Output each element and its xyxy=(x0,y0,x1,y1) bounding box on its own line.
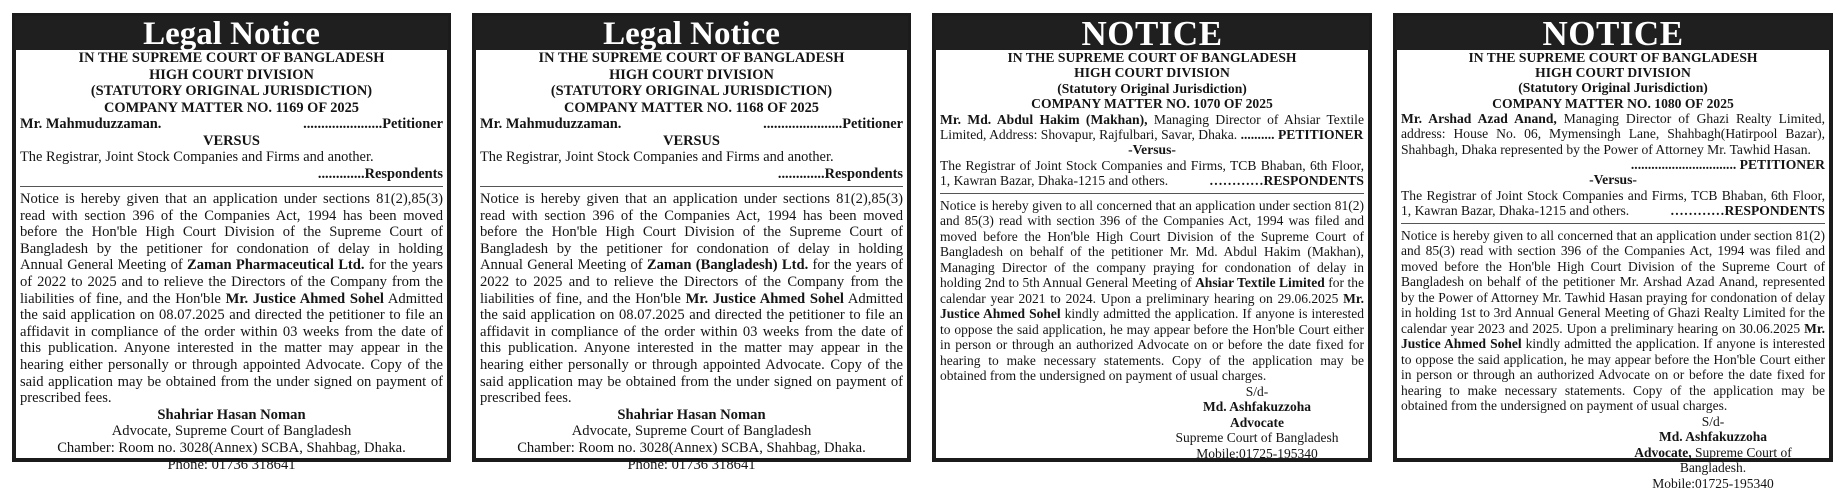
divider xyxy=(940,193,1364,194)
respondent-role: .............Respondents xyxy=(777,165,903,182)
signer-role: Advocate xyxy=(1230,414,1284,430)
respondent-block xyxy=(940,158,1364,189)
signer-title: Supreme Court of Bangladesh. xyxy=(1679,444,1792,476)
signer-name: Shahriar Hasan Noman xyxy=(617,406,766,423)
notice-banner: NOTICE xyxy=(935,16,1369,50)
signer-name: Md. Ashfakuzzoha xyxy=(1202,399,1312,415)
matter-number: COMPANY MATTER NO. 1070 OF 2025 xyxy=(1031,96,1273,112)
jurisdiction: (Statutory Original Jurisdiction) xyxy=(1518,80,1708,96)
divider xyxy=(1401,223,1825,224)
company-name: Ahsiar Textile Limited xyxy=(1195,275,1325,291)
company-name: Zaman Pharmaceutical Ltd. xyxy=(187,257,365,274)
versus-label: VERSUS xyxy=(663,132,720,149)
division-name: HIGH COURT DIVISION xyxy=(1074,65,1230,81)
notice-body: Notice is hereby given that an application under sections 81(2),85(3) read with section 396 of the Companies Act, 1994 has been moved before the Hon'ble High Court Division of the Supreme Court of Bangladesh by the petitioner for condonation of delay in holding Annual General Meeting of Zaman (Bangladesh) Ltd. for the years of 2022 to 2025 and to relieve the Directors of the Company from the liabilities of fine, and the Hon'ble Mr. Justice Ahmed Sohel Admitted the said application on 08.07.2025 and directed the petitioner to file an affidavit in compliance of the order within 03 weeks from the date of this publication. Anyone interested in the matter may appear in the hearing either personally or through appointed Advocate. Copy of the said application may be obtained from the under signed on payment of prescribed fees. xyxy=(480,191,903,407)
matter-number: COMPANY MATTER NO. 1080 OF 2025 xyxy=(1492,95,1734,111)
petitioner-block: Mr. Md. Abdul Hakim (Makhan), Managing Director of Ahsiar Textile Limited, Address: Shovapur, Rajfulbari, Savar, Dhaka. .......... PETITIONER xyxy=(940,111,1364,143)
notice-body: Notice is hereby given to all concerned that an application under section 81(2) and 85(3) read with section 396 of the Companies Act, 1994 was filed and moved before the Hon'ble High Court Division of the Supreme Court of Bangladesh on behalf of the petitioner Mr. Md. Abdul Hakim (Makhan), Managing Director of the company praying for condonation of delay in holding 2nd to 5th Annual General Meeting of Ahsiar Textile Limited for the calendar year 2021 to 2024. Upon a preliminary hearing on 29.06.2025 Mr. Justice Ahmed Sohel kindly admitted the application. If anyone is interested to oppose the said application, he may appear before the Hon'ble Court either in person or through an authorized Advocate on or before the date fixed for hearing to make necessary statements. Copy of the application may be obtained from the undersigned on payment of usual charges. xyxy=(940,197,1365,384)
petitioner-name: Mr. Mahmuduzzaman. xyxy=(20,116,162,132)
signer-title: Advocate, Supreme Court of Bangladesh xyxy=(111,423,352,440)
signer-name: Md. Ashfakuzzoha xyxy=(1658,429,1768,445)
court-name: IN THE SUPREME COURT OF BANGLADESH xyxy=(538,50,845,66)
signature-mark: S/d- xyxy=(1245,383,1269,399)
signer-title: Supreme Court of Bangladesh xyxy=(1175,430,1339,446)
respondent: The Registrar of Joint Stock Companies and Firms, TCB Bhaban, 6th Floor, 1, Kawran Bazar, Dhaka-1215 and others. xyxy=(940,157,1364,189)
signer-role: Advocate, xyxy=(1634,444,1692,460)
court-name: IN THE SUPREME COURT OF BANGLADESH xyxy=(78,50,385,66)
division-name: HIGH COURT DIVISION xyxy=(1535,65,1691,81)
respondent: The Registrar, Joint Stock Companies and Firms and another. xyxy=(20,149,374,165)
respondent-role: …………RESPONDENTS xyxy=(1209,173,1364,189)
notice-body: Notice is hereby given to all concerned that an application under section 81(2) and 85(3) read with section 396 of the Companies Act, 1994 was filed and moved before the Hon'ble High Court Division of the Supreme Court of Bangladesh on behalf of the petitioner Mr. Arshad Azad Anand, represented by the Power of Attorney Mr. Tawhid Hasan praying for condonation of delay in holding 1st to 3rd Annual General Meeting of Ghazi Realty Limited for the calendar year 2023 and 2025. Upon a preliminary hearing on 30.06.2025 Mr. Justice Ahmed Sohel kindly admitted the application. If anyone is interested to oppose the said application, he may appear before the Hon'ble Court either in person or through an authorized Advocate on or before the date fixed for hearing to make necessary statements. Copy of the application may be obtained from the undersigned on payment of usual charges. xyxy=(1401,227,1826,414)
petitioner-name: Mr. Arshad Azad Anand, xyxy=(1401,110,1557,126)
legal-notice-2 xyxy=(472,13,911,473)
division-name: HIGH COURT DIVISION xyxy=(149,66,314,83)
versus-label: -Versus- xyxy=(1589,172,1637,188)
respondent: The Registrar, Joint Stock Companies and Firms and another. xyxy=(480,149,834,165)
signer-phone: Phone: 01736 318641 xyxy=(627,456,756,473)
versus-label: VERSUS xyxy=(203,132,260,149)
petitioner-role: ............................... PETITIONER xyxy=(1630,157,1825,173)
justice-name: Mr. Justice Ahmed Sohel xyxy=(685,290,844,307)
respondent: The Registrar of Joint Stock Companies and Firms, TCB Bhaban, 6th Floor, 1, Kawran Bazar, Dhaka-1215 and others. xyxy=(1401,187,1825,219)
notice-banner: Legal Notice xyxy=(475,16,908,50)
justice-name: Mr. Justice Ahmed Sohel xyxy=(225,290,384,307)
divider xyxy=(20,186,443,187)
petitioner-block: Mr. Arshad Azad Anand, Managing Director of Ghazi Realty Limited, address: House No. 06, Mymensingh Lane, Shahbagh(Hatirpool Bazar), Shahbagh, Dhaka represented by the Power of Attorney Mr. Tawhid Hasan. xyxy=(1401,110,1825,157)
signer-title: Advocate, Supreme Court of Bangladesh xyxy=(571,423,812,440)
jurisdiction: (STATUTORY ORIGINAL JURISDICTION) xyxy=(90,83,373,99)
signer-phone: Phone: 01736 318641 xyxy=(167,456,296,473)
petitioner-role: ......................Petitioner xyxy=(763,116,903,132)
jurisdiction: (STATUTORY ORIGINAL JURISDICTION) xyxy=(550,83,833,99)
versus-label: -Versus- xyxy=(1128,142,1176,158)
petitioner-name: Mr. Md. Abdul Hakim (Makhan), xyxy=(940,111,1148,127)
signer-phone: Mobile:01725-195340 xyxy=(1652,475,1774,491)
notice-3 xyxy=(932,13,1372,462)
legal-notice-1 xyxy=(12,13,451,473)
justice-name: Mr. Justice Ahmed Sohel xyxy=(1401,320,1825,352)
notice-4 xyxy=(1393,13,1833,491)
court-name: IN THE SUPREME COURT OF BANGLADESH xyxy=(1468,50,1758,65)
notice-banner: Legal Notice xyxy=(15,16,448,50)
petitioner-role: ......................Petitioner xyxy=(303,116,443,132)
matter-number: COMPANY MATTER NO. 1169 OF 2025 xyxy=(103,99,360,116)
divider xyxy=(480,186,903,187)
division-name: HIGH COURT DIVISION xyxy=(609,66,774,83)
signer-chamber: Chamber: Room no. 3028(Annex) SCBA, Shahbag, Dhaka. xyxy=(517,439,866,456)
notice-banner: NOTICE xyxy=(1396,16,1830,50)
matter-number: COMPANY MATTER NO. 1168 OF 2025 xyxy=(563,99,820,116)
respondent-role: .............Respondents xyxy=(317,165,443,182)
respondent-block xyxy=(1401,188,1825,219)
signer-chamber: Chamber: Room no. 3028(Annex) SCBA, Shahbag, Dhaka. xyxy=(57,439,406,456)
justice-name: Mr. Justice Ahmed Sohel xyxy=(940,290,1364,322)
signer-phone: Mobile:01725-195340 xyxy=(1196,445,1318,461)
respondent-role: …………RESPONDENTS xyxy=(1670,203,1825,219)
jurisdiction: (Statutory Original Jurisdiction) xyxy=(1057,80,1247,96)
company-name: Zaman (Bangladesh) Ltd. xyxy=(646,257,809,274)
signature-mark: S/d- xyxy=(1701,413,1725,429)
notice-body: Notice is hereby given that an application under sections 81(2),85(3) read with section 396 of the Companies Act, 1994 has been moved before the Hon'ble High Court Division of the Supreme Court of Bangladesh by the petitioner for condonation of delay in holding Annual General Meeting of Zaman Pharmaceutical Ltd. for the years of 2022 to 2025 and to relieve the Directors of the Company from the liabilities of fine, and the Hon'ble Mr. Justice Ahmed Sohel Admitted the said application on 08.07.2025 and directed the petitioner to file an affidavit in compliance of the order within 03 weeks from the date of this publication. Anyone interested in the matter may appear in the hearing either personally or through appointed Advocate. Copy of the said application may be obtained from the under signed on payment of prescribed fees. xyxy=(20,191,443,407)
petitioner-role: .......... PETITIONER xyxy=(1240,127,1364,143)
petitioner-name: Mr. Mahmuduzzaman. xyxy=(480,116,622,132)
court-name: IN THE SUPREME COURT OF BANGLADESH xyxy=(1007,50,1297,65)
signer-name: Shahriar Hasan Noman xyxy=(157,406,306,423)
signer-line xyxy=(1601,445,1825,476)
